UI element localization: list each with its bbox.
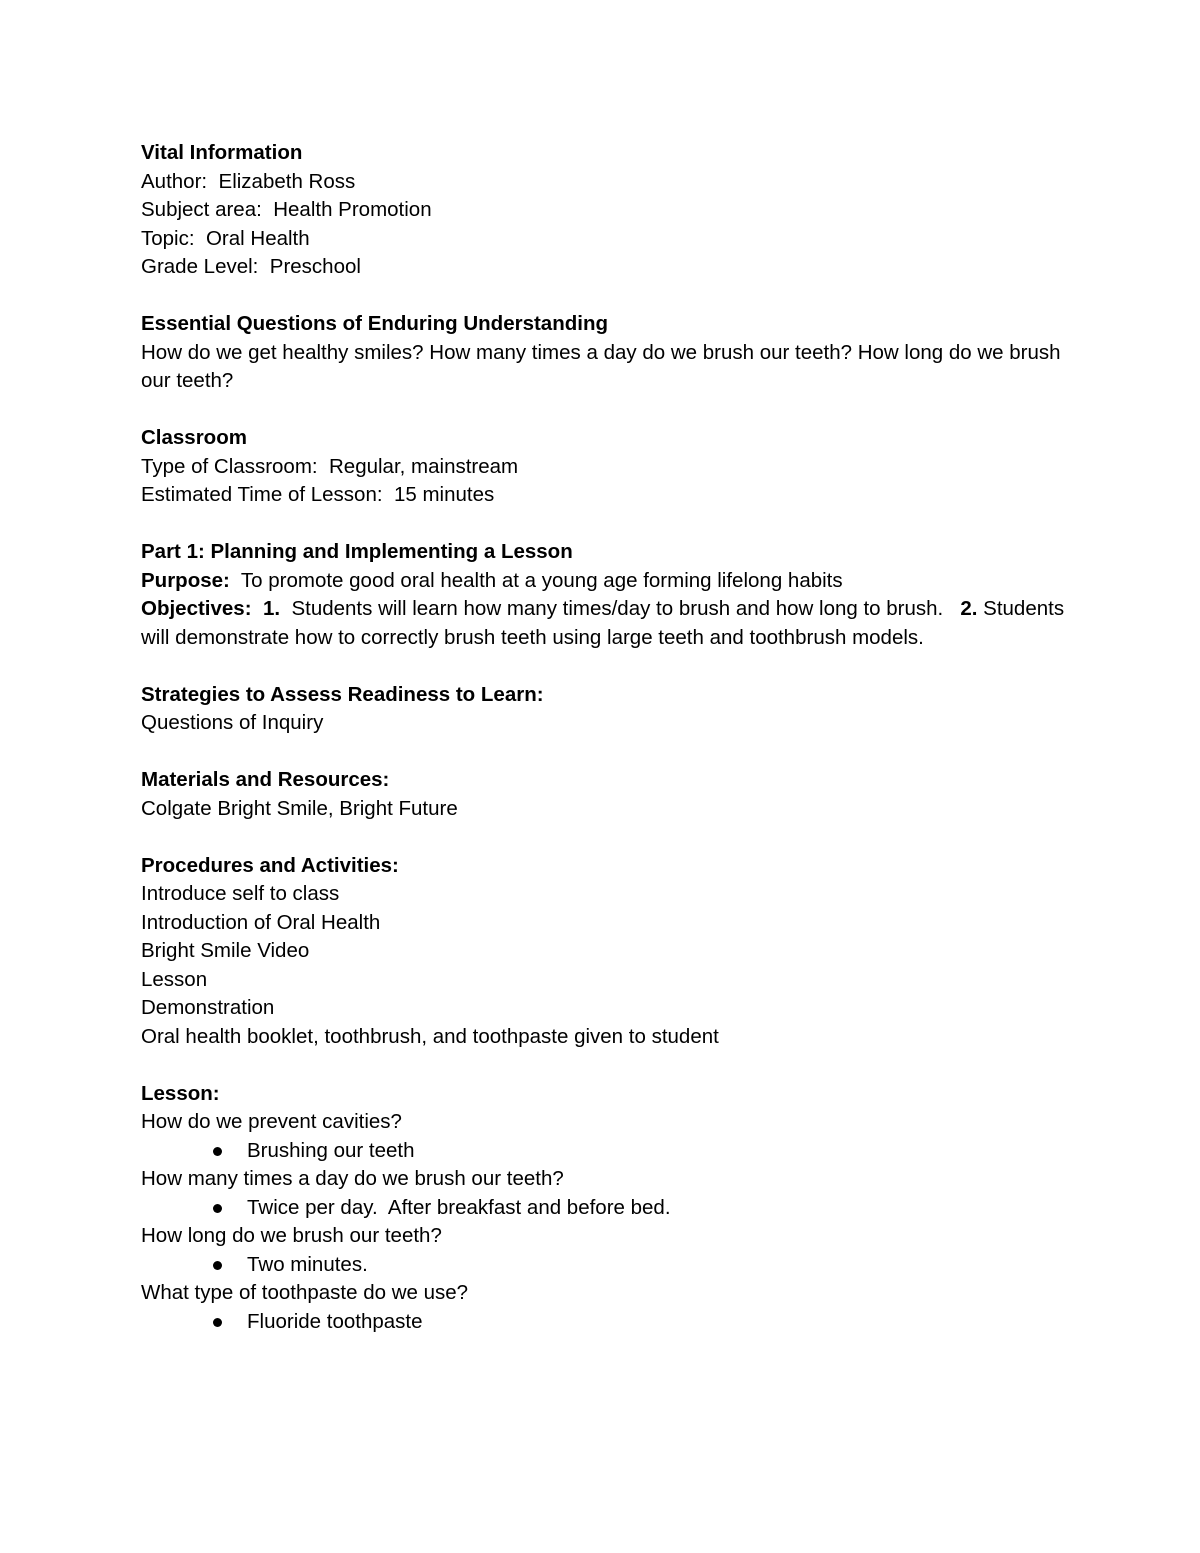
purpose-line: [141, 567, 1081, 596]
classroom-type-line: [141, 453, 1081, 482]
topic-value: Oral Health: [205, 226, 310, 250]
objectives-line: [141, 595, 1071, 652]
grade-value: Preschool: [269, 255, 361, 278]
spacer: [141, 823, 1081, 852]
materials-heading: Materials and Resources:: [141, 768, 390, 791]
lesson-question: How many times a day do we brush our teeth?: [141, 1167, 564, 1190]
procedures-heading: Procedures and Activities:: [141, 853, 399, 877]
lesson-question: How do we prevent cavities?: [141, 1110, 402, 1133]
objectives-label: Objectives:: [141, 597, 252, 620]
spacer: [141, 1051, 1081, 1080]
purpose-label: Purpose:: [141, 568, 230, 592]
answer-list: [141, 1137, 1081, 1166]
essential-text: How do we get healthy smiles? How many times a day do we brush our teeth? How long do we brush our teeth?: [141, 340, 1067, 392]
procedure-item: Bright Smile Video: [141, 939, 310, 962]
lesson-time-label: Estimated Time of Lesson:: [141, 483, 383, 506]
topic-line: [141, 225, 1081, 254]
classroom-type-label: Type of Classroom:: [141, 454, 318, 478]
objective-2-text: Students will demonstrate how to correctly brush teeth using large teeth and toothbrush models.: [141, 597, 1070, 649]
subject-line: [141, 196, 1081, 225]
spacer: [141, 738, 1081, 767]
lesson-question: What type of toothpaste do we use?: [141, 1281, 469, 1304]
lesson-answer-text: Twice per day. After breakfast and before bed.: [247, 1195, 671, 1219]
bullet-icon: [213, 1147, 222, 1156]
procedure-item: Introduction of Oral Health: [141, 910, 381, 934]
purpose-value: To promote good oral health at a young age forming lifelong habits: [240, 568, 843, 592]
lesson-answer-text: Two minutes.: [247, 1252, 368, 1276]
bullet-icon: [213, 1318, 222, 1327]
lesson-answer: [141, 1251, 1081, 1280]
lesson-time-line: [141, 481, 1081, 510]
readiness-text: Questions of Inquiry: [141, 711, 324, 734]
spacer: [141, 282, 1081, 311]
lesson-question: How long do we brush our teeth?: [141, 1224, 442, 1247]
objective-1-text: Students will learn how many times/day to brush and how long to brush.: [291, 597, 944, 620]
readiness-heading: Strategies to Assess Readiness to Learn:: [141, 682, 544, 706]
lesson-answer: [141, 1137, 1081, 1166]
subject-value: Health Promotion: [273, 198, 432, 221]
spacer: [141, 652, 1081, 681]
answer-list: [141, 1194, 1081, 1223]
author-line: [141, 168, 1081, 197]
essential-heading: Essential Questions of Enduring Understanding: [141, 312, 608, 335]
lesson-heading: Lesson:: [141, 1081, 220, 1105]
procedure-item: Lesson: [141, 967, 208, 991]
topic-label: Topic:: [141, 226, 195, 250]
classroom-heading: Classroom: [141, 426, 247, 449]
answer-list: [141, 1308, 1081, 1337]
subject-label: Subject area:: [141, 198, 262, 221]
spacer: [141, 510, 1081, 539]
objective-2-number: 2.: [960, 597, 978, 620]
author-label: Author:: [141, 169, 208, 193]
document-page: [141, 139, 1081, 1336]
grade-label: Grade Level:: [141, 255, 259, 278]
part1-heading: Part 1: Planning and Implementing a Lesson: [141, 540, 573, 563]
answer-list: [141, 1251, 1081, 1280]
lesson-answer: [141, 1308, 1081, 1337]
bullet-icon: [213, 1261, 222, 1270]
spacer: [141, 396, 1081, 425]
materials-text: Colgate Bright Smile, Bright Future: [141, 796, 458, 820]
lesson-answer-text: Fluoride toothpaste: [247, 1309, 423, 1333]
bullet-icon: [213, 1204, 222, 1213]
grade-line: [141, 253, 1081, 282]
procedure-item: Demonstration: [141, 996, 275, 1019]
lesson-answer-text: Brushing our teeth: [247, 1138, 415, 1162]
procedure-item: Introduce self to class: [141, 882, 340, 905]
vital-heading: Vital Information: [141, 141, 303, 164]
lesson-time-value: 15 minutes: [393, 483, 495, 506]
author-value: Elizabeth Ross: [218, 169, 356, 193]
procedure-item: Oral health booklet, toothbrush, and toothpaste given to student: [141, 1024, 719, 1048]
objective-1-number: 1.: [262, 597, 281, 620]
classroom-type-value: Regular, mainstream: [329, 454, 519, 478]
lesson-answer: [141, 1194, 1081, 1223]
